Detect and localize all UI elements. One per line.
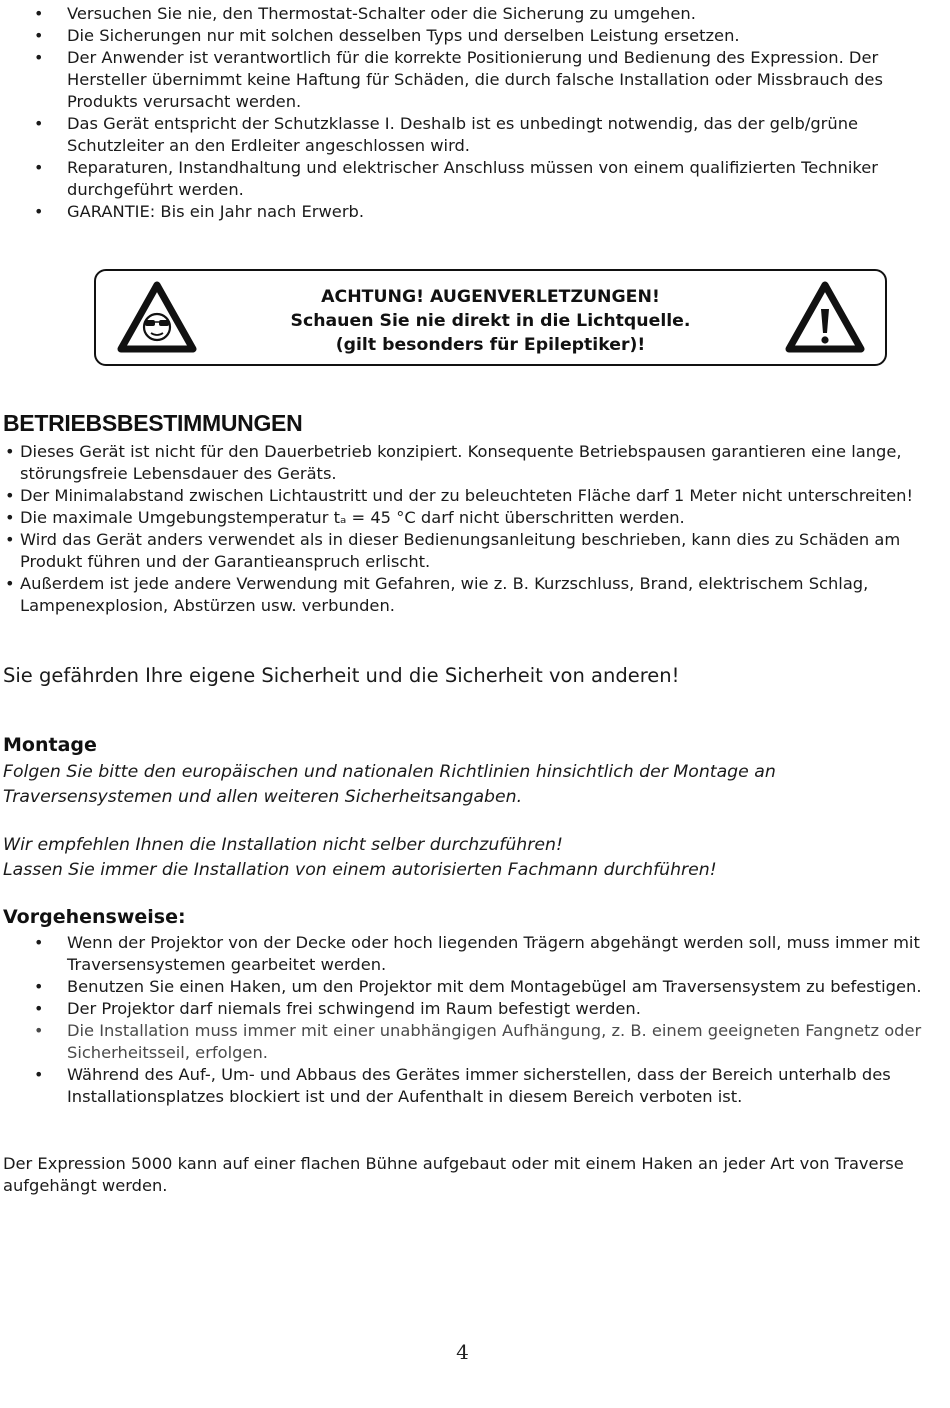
list-item: • Außerdem ist jede andere Verwendung mit Gefahren, wie z. B. Kurzschluss, Brand, elektrischem Schlag, Lampenexplosion, Abstürzen usw. verbunden. [3, 573, 928, 617]
eye-protection-warning-icon [117, 281, 197, 353]
warning-line-2: Schauen Sie nie direkt in die Lichtquelle. [290, 311, 691, 331]
montage-recommendation-line-2: Lassen Sie immer die Installation von einem autorisierten Fachmann durchführen! [3, 860, 717, 880]
safety-notes-list [0, 3, 925, 223]
section-title-montage: Montage [3, 734, 97, 756]
list-item: • Die maximale Umgebungstemperatur tₐ = 45 °C darf nicht überschritten werden. [3, 507, 928, 529]
list-item: • Wird das Gerät anders verwendet als in dieser Bedienungsanleitung beschrieben, kann dies zu Schäden am Produkt führen und der Garantieanspruch erlischt. [3, 529, 928, 573]
eye-warning-box [94, 269, 887, 366]
list-item: • Der Minimalabstand zwischen Lichtaustritt und der zu beleuchteten Fläche darf 1 Meter nicht unterschreiten! [3, 485, 928, 507]
list-item: • Dieses Gerät ist nicht für den Dauerbetrieb konzipiert. Konsequente Betriebspausen garantieren eine lange, störungsfreie Lebensdauer des Geräts. [3, 441, 928, 485]
list-item: • Während des Auf-, Um- und Abbaus des Gerätes immer sicherstellen, dass der Bereich unterhalb des Installationsplatzes blockiert ist und der Aufenthalt in diesem Bereich verboten ist. [0, 1064, 925, 1108]
list-item: • Die Sicherungen nur mit solchen desselben Typs und derselben Leistung ersetzen. [0, 25, 925, 47]
exclamation-warning-icon [785, 281, 865, 353]
list-item: • Die Installation muss immer mit einer unabhängigen Aufhängung, z. B. einem geeigneten Fangnetz oder Sicherheitsseil, erfolgen. [0, 1020, 925, 1064]
montage-recommendation-line-1: Wir empfehlen Ihnen die Installation nicht selber durchzuführen! [3, 835, 563, 855]
procedure-list [0, 932, 925, 1108]
list-item: • GARANTIE: Bis ein Jahr nach Erwerb. [0, 201, 925, 223]
montage-paragraph: Folgen Sie bitte den europäischen und nationalen Richtlinien hinsichtlich der Montage an Traversensystemen und allen weiteren Sicherheitsangaben. [3, 762, 776, 807]
warning-text [246, 285, 735, 357]
montage-recommendation [3, 833, 923, 883]
safety-statement: Sie gefährden Ihre eigene Sicherheit und die Sicherheit von anderen! [3, 664, 680, 687]
warning-line-3: (gilt besonders für Epileptiker)! [335, 335, 646, 355]
operating-rules-list [3, 441, 928, 617]
list-item: • Der Anwender ist verantwortlich für die korrekte Positionierung und Bedienung des Expression. Der Hersteller übernimmt keine Haftung für Schäden, die durch falsche Installation oder Missbrauch des Produkts verursacht werden. [0, 47, 925, 113]
list-item: • Benutzen Sie einen Haken, um den Projektor mit dem Montagebügel am Traversensystem zu befestigen. [0, 976, 925, 998]
list-item: • Das Gerät entspricht der Schutzklasse I. Deshalb ist es unbedingt notwendig, das der gelb/grüne Schutzleiter an den Erdleiter angeschlossen wird. [0, 113, 925, 157]
list-item: • Der Projektor darf niemals frei schwingend im Raum befestigt werden. [0, 998, 925, 1020]
list-item: • Wenn der Projektor von der Decke oder hoch liegenden Trägern abgehängt werden soll, muss immer mit Traversensystemen gearbeitet werden. [0, 932, 925, 976]
page-number: 4 [456, 1340, 469, 1364]
closing-paragraph: Der Expression 5000 kann auf einer flachen Bühne aufgebaut oder mit einem Haken an jeder Art von Traverse aufgehängt werden. [3, 1154, 904, 1195]
section-title-vorgehensweise: Vorgehensweise: [3, 906, 186, 928]
section-title-betriebsbestimmungen: BETRIEBSBESTIMMUNGEN [3, 410, 303, 436]
list-item: • Versuchen Sie nie, den Thermostat-Schalter oder die Sicherung zu umgehen. [0, 3, 925, 25]
warning-line-1: ACHTUNG! AUGENVERLETZUNGEN! [321, 287, 660, 307]
list-item: • Reparaturen, Instandhaltung und elektrischer Anschluss müssen von einem qualifizierten Techniker durchgeführt werden. [0, 157, 925, 201]
